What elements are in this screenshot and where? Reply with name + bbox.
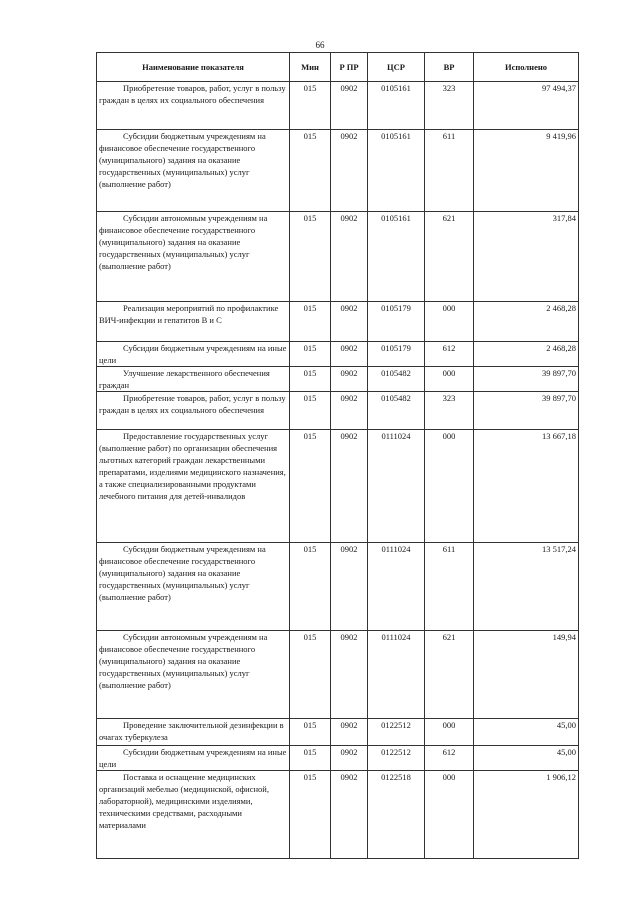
header-min: Мин: [290, 53, 331, 82]
row-name: Поставка и оснащение медицинских организаций мебелью (медицинской, офисной, лабораторной), медицинскими изделиями, техническими средствами, расходными материалами: [97, 771, 290, 859]
table-row: [97, 212, 579, 302]
row-name: Субсидии автономным учреждениям на финансовое обеспечение государственного (муниципального) задания на оказание государственных (муниципальных) услуг (выполнение работ): [97, 212, 290, 302]
row-rpr: 0902: [331, 130, 368, 212]
row-rpr: 0902: [331, 631, 368, 719]
table-row: [97, 430, 579, 543]
table-row: [97, 302, 579, 342]
row-vr: 612: [425, 746, 474, 771]
row-executed: 45,00: [474, 719, 579, 746]
row-min: 015: [290, 631, 331, 719]
row-min: 015: [290, 430, 331, 543]
row-rpr: 0902: [331, 719, 368, 746]
row-vr: 000: [425, 771, 474, 859]
row-vr: 000: [425, 430, 474, 543]
table-header-row: [97, 53, 579, 82]
row-csr: 0105161: [368, 82, 425, 130]
row-csr: 0105161: [368, 212, 425, 302]
row-executed: 39 897,70: [474, 367, 579, 392]
row-rpr: 0902: [331, 746, 368, 771]
row-min: 015: [290, 771, 331, 859]
table-row: [97, 771, 579, 859]
row-csr: 0111024: [368, 631, 425, 719]
row-csr: 0105179: [368, 342, 425, 367]
row-executed: 13 667,18: [474, 430, 579, 543]
row-csr: 0122512: [368, 746, 425, 771]
row-name: Приобретение товаров, работ, услуг в пользу граждан в целях их социального обеспечения: [97, 392, 290, 430]
row-vr: 612: [425, 342, 474, 367]
row-rpr: 0902: [331, 82, 368, 130]
row-name: Предоставление государственных услуг (выполнение работ) по организации обеспечения льготных категорий граждан лекарственными препаратами, изделиями медицинского назначения, а также специализированными продуктами лечебного питания для детей-инвалидов: [97, 430, 290, 543]
row-min: 015: [290, 342, 331, 367]
row-name: Субсидии бюджетным учреждениям на иные цели: [97, 746, 290, 771]
row-csr: 0105161: [368, 130, 425, 212]
table-row: [97, 342, 579, 367]
row-min: 015: [290, 212, 331, 302]
row-name: Субсидии бюджетным учреждениям на финансовое обеспечение государственного (муниципального) задания на оказание государственных (муниципальных) услуг (выполнение работ): [97, 130, 290, 212]
row-csr: 0105179: [368, 302, 425, 342]
row-name: Проведение заключительной дезинфекции в очагах туберкулеза: [97, 719, 290, 746]
row-rpr: 0902: [331, 302, 368, 342]
table-row: [97, 631, 579, 719]
header-name: Наименование показателя: [97, 53, 290, 82]
page-number: 66: [315, 40, 325, 50]
row-name: Субсидии автономным учреждениям на финансовое обеспечение государственного (муниципального) задания на оказание государственных (муниципальных) услуг (выполнение работ): [97, 631, 290, 719]
row-name: Реализация мероприятий по профилактике ВИЧ-инфекции и гепатитов В и С: [97, 302, 290, 342]
row-rpr: 0902: [331, 430, 368, 543]
row-vr: 621: [425, 631, 474, 719]
table-row: [97, 130, 579, 212]
row-executed: 2 468,28: [474, 302, 579, 342]
table-row: [97, 746, 579, 771]
row-rpr: 0902: [331, 342, 368, 367]
row-executed: 13 517,24: [474, 543, 579, 631]
row-executed: 149,94: [474, 631, 579, 719]
row-min: 015: [290, 130, 331, 212]
row-executed: 45,00: [474, 746, 579, 771]
row-rpr: 0902: [331, 367, 368, 392]
row-vr: 621: [425, 212, 474, 302]
row-executed: 9 419,96: [474, 130, 579, 212]
row-executed: 317,84: [474, 212, 579, 302]
row-min: 015: [290, 392, 331, 430]
row-rpr: 0902: [331, 543, 368, 631]
table-row: [97, 367, 579, 392]
row-min: 015: [290, 543, 331, 631]
row-csr: 0111024: [368, 543, 425, 631]
table-row: [97, 82, 579, 130]
row-vr: 323: [425, 82, 474, 130]
table-row: [97, 392, 579, 430]
row-csr: 0111024: [368, 430, 425, 543]
row-vr: 611: [425, 543, 474, 631]
row-vr: 611: [425, 130, 474, 212]
header-csr: ЦСР: [368, 53, 425, 82]
table-row: [97, 719, 579, 746]
row-min: 015: [290, 367, 331, 392]
row-vr: 000: [425, 719, 474, 746]
table-row: [97, 543, 579, 631]
row-vr: 000: [425, 302, 474, 342]
header-rpr: Р ПР: [331, 53, 368, 82]
header-executed: Исполнено: [474, 53, 579, 82]
row-rpr: 0902: [331, 392, 368, 430]
row-executed: 97 494,37: [474, 82, 579, 130]
row-csr: 0105482: [368, 392, 425, 430]
row-csr: 0122518: [368, 771, 425, 859]
header-vr: ВР: [425, 53, 474, 82]
row-executed: 39 897,70: [474, 392, 579, 430]
row-min: 015: [290, 82, 331, 130]
row-min: 015: [290, 746, 331, 771]
row-name: Приобретение товаров, работ, услуг в пользу граждан в целях их социального обеспечения: [97, 82, 290, 130]
row-min: 015: [290, 719, 331, 746]
row-executed: 1 906,12: [474, 771, 579, 859]
row-vr: 000: [425, 367, 474, 392]
row-executed: 2 468,28: [474, 342, 579, 367]
row-csr: 0105482: [368, 367, 425, 392]
row-min: 015: [290, 302, 331, 342]
row-rpr: 0902: [331, 212, 368, 302]
row-vr: 323: [425, 392, 474, 430]
row-rpr: 0902: [331, 771, 368, 859]
row-name: Субсидии бюджетным учреждениям на финансовое обеспечение государственного (муниципального) задания на оказание государственных (муниципальных) услуг (выполнение работ): [97, 543, 290, 631]
expenditure-table: [96, 52, 579, 859]
row-name: Субсидии бюджетным учреждениям на иные цели: [97, 342, 290, 367]
row-name: Улучшение лекарственного обеспечения граждан: [97, 367, 290, 392]
row-csr: 0122512: [368, 719, 425, 746]
